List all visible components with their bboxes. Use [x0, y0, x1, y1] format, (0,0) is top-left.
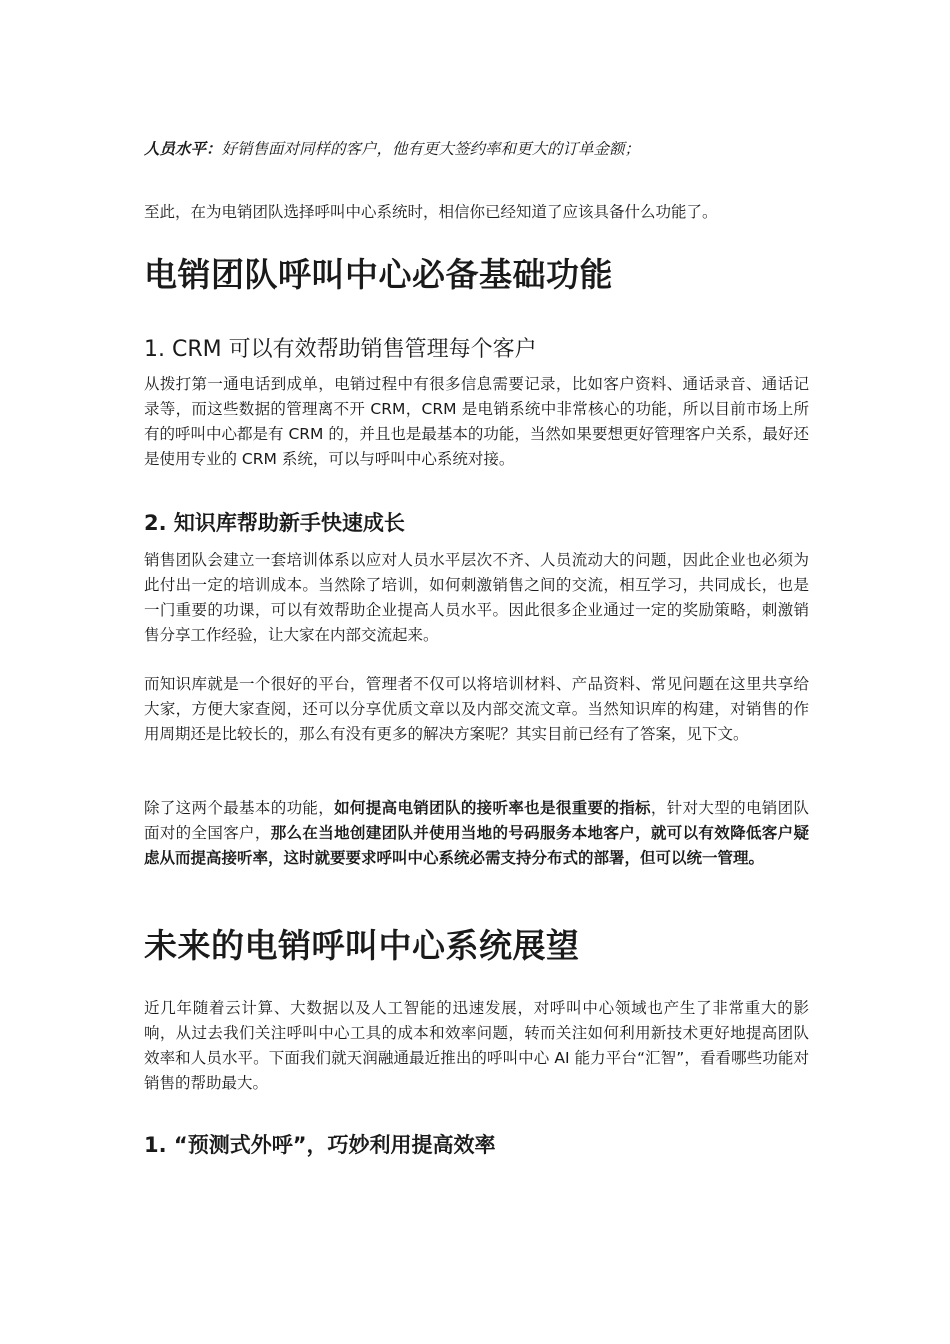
answer-rate-text-1: 除了这两个最基本的功能，	[144, 799, 335, 817]
section-title-future-outlook: 未来的电销呼叫中心系统展望	[144, 926, 580, 965]
answer-rate-text-2: ，针对大型的电销团队面对的全国客户，	[144, 799, 809, 842]
knowledge-base-paragraph: 而知识库就是一个很好的平台，管理者不仅可以将培训材料、产品资料、常见问题在这里共享给大家，方便大家查阅，还可以分享优质文章以及内部交流文章。当然知识库的构建，对销售的作用周期还是比较长的，那么有没有更多的解决方案呢？其实目前已经有了答案，见下文。	[144, 675, 809, 743]
staff-level-paragraph	[144, 137, 809, 162]
answer-rate-emphasis-1: 如何提高电销团队的接听率也是很重要的指标	[334, 799, 651, 817]
intro-conclusion: 至此，在为电销团队选择呼叫中心系统时，相信你已经知道了应该具备什么功能了。	[144, 203, 718, 221]
knowledge-base-heading: 2. 知识库帮助新手快速成长	[144, 511, 405, 535]
staff-level-label: 人员水平：	[144, 140, 222, 158]
answer-rate-emphasis-2: 那么在当地创建团队并使用当地的号码服务本地客户，就可以有效降低客户疑虑从而提高接听率，这时就要要求呼叫中心系统必需支持分布式的部署，但可以统一管理。	[144, 824, 809, 867]
section-title-basic-functions: 电销团队呼叫中心必备基础功能	[144, 255, 613, 294]
crm-paragraph: 从拨打第一通电话到成单，电销过程中有很多信息需要记录，比如客户资料、通话录音、通话记录等，而这些数据的管理离不开 CRM，CRM 是电销系统中非常核心的功能，所以目前市场上所有的呼叫中心都是有 CRM 的，并且也是最基本的功能，当然如果要想更好管理客户关系，最好还是使用专业的 CRM 系统，可以与呼叫中心系统对接。	[144, 375, 809, 468]
answer-rate-paragraph	[144, 796, 809, 871]
training-paragraph: 销售团队会建立一套培训体系以应对人员水平层次不齐、人员流动大的问题，因此企业也必须为此付出一定的培训成本。当然除了培训，如何刺激销售之间的交流，相互学习，共同成长，也是一门重要的功课，可以有效帮助企业提高人员水平。因此很多企业通过一定的奖励策略，刺激销售分享工作经验，让大家在内部交流起来。	[144, 551, 809, 644]
predictive-dialing-heading: 1. “预测式外呼”，巧妙利用提高效率	[144, 1133, 496, 1157]
crm-heading: 1. CRM 可以有效帮助销售管理每个客户	[144, 337, 537, 362]
staff-level-text: 好销售面对同样的客户，他有更大签约率和更大的订单金额；	[221, 140, 641, 158]
future-outlook-paragraph: 近几年随着云计算、大数据以及人工智能的迅速发展，对呼叫中心领域也产生了非常重大的影响，从过去我们关注呼叫中心工具的成本和效率问题，转而关注如何利用新技术更好地提高团队效率和人员水平。下面我们就天润融通最近推出的呼叫中心 AI 能力平台“汇智”，看看哪些功能对销售的帮助最大。	[144, 999, 809, 1092]
